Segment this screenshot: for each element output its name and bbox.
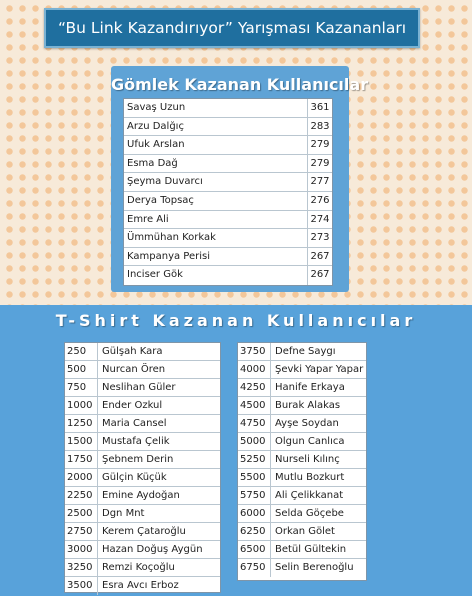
- winner-points: 5250: [238, 451, 271, 468]
- table-row: [124, 99, 332, 118]
- winner-points: 4500: [238, 397, 271, 414]
- table-row: [238, 559, 366, 577]
- winner-score: 361: [310, 102, 330, 113]
- table-row: [238, 433, 366, 451]
- tshirt-winners-table-left: [64, 342, 221, 593]
- winner-name: Esra Avcı Erboz: [102, 580, 179, 591]
- winner-name: Savaş Uzun: [124, 99, 308, 117]
- winner-name: Ümmühan Korkak: [124, 229, 308, 247]
- table-row: [65, 469, 220, 487]
- winner-points: 5500: [238, 469, 271, 486]
- tshirt-winners-title: T-Shirt Kazanan Kullanıcılar: [55, 311, 417, 330]
- winner-name: Mutlu Bozkurt: [275, 472, 345, 483]
- winner-points: 2750: [65, 523, 98, 540]
- winner-points: 3000: [65, 541, 98, 558]
- winner-name: Ender Ozkul: [102, 400, 163, 411]
- winner-points: 2500: [65, 505, 98, 522]
- table-row: [124, 118, 332, 137]
- table-row: [124, 266, 332, 285]
- table-row: [238, 361, 366, 379]
- winner-points: 3500: [65, 577, 98, 595]
- tshirt-winners-section: [0, 305, 472, 596]
- winner-name: Derya Topsaç: [124, 192, 308, 210]
- table-row: [65, 577, 220, 595]
- winner-name: Ali Çelikkanat: [275, 490, 344, 501]
- winner-name: Olgun Canlıca: [275, 436, 345, 447]
- table-row: [238, 469, 366, 487]
- table-row: [124, 211, 332, 230]
- page-title-banner: [44, 8, 420, 48]
- winner-name: Nurcan Ören: [102, 364, 166, 375]
- table-row: [124, 136, 332, 155]
- table-row: [238, 523, 366, 541]
- table-row: [238, 487, 366, 505]
- table-row: [124, 155, 332, 174]
- winner-points: 1750: [65, 451, 98, 468]
- winner-points: 5750: [238, 487, 271, 504]
- winner-name: Selin Berenoğlu: [275, 562, 354, 573]
- table-row: [238, 397, 366, 415]
- winner-name: Orkan Gölet: [275, 526, 335, 537]
- table-row: [238, 379, 366, 397]
- table-row: [238, 541, 366, 559]
- winner-name: Emine Aydoğan: [102, 490, 180, 501]
- winner-score: 283: [310, 120, 330, 132]
- winner-points: 6250: [238, 523, 271, 540]
- winner-name: Betül Gültekin: [275, 544, 347, 555]
- winner-score: 276: [310, 194, 330, 206]
- winner-score: 267: [310, 250, 330, 262]
- table-row: [65, 523, 220, 541]
- winner-points: 6000: [238, 505, 271, 522]
- winner-points: 3750: [238, 343, 271, 360]
- table-row: [65, 361, 220, 379]
- shirt-winners-table: [123, 98, 333, 286]
- winner-name: Remzi Koçoğlu: [102, 562, 175, 573]
- table-row: [238, 343, 366, 361]
- table-row: [65, 487, 220, 505]
- table-row: [65, 505, 220, 523]
- winner-name: Maria Cansel: [102, 418, 167, 429]
- table-row: [124, 229, 332, 248]
- page-title: “Bu Link Kazandırıyor” Yarışması Kazananları: [57, 19, 407, 37]
- winner-points: 1000: [65, 397, 98, 414]
- table-row: [124, 173, 332, 192]
- winner-name: Şeyma Duvarcı: [124, 173, 308, 191]
- winner-points: 6750: [238, 559, 271, 577]
- winner-score: 273: [310, 232, 330, 244]
- winner-name: Inciser Gök: [124, 266, 308, 285]
- winner-name: Gülşah Kara: [102, 346, 163, 357]
- table-row: [238, 451, 366, 469]
- winner-name: Nurseli Kılınç: [275, 454, 340, 465]
- winner-name: Hazan Doğuş Aygün: [102, 544, 203, 555]
- table-row: [124, 192, 332, 211]
- table-row: [65, 397, 220, 415]
- winner-points: 1500: [65, 433, 98, 450]
- table-row: [65, 379, 220, 397]
- winner-points: 500: [65, 361, 98, 378]
- table-row: [65, 343, 220, 361]
- table-row: [238, 415, 366, 433]
- winner-points: 2250: [65, 487, 98, 504]
- winner-points: 4750: [238, 415, 271, 432]
- winner-name: Mustafa Çelik: [102, 436, 170, 447]
- winner-points: 250: [65, 343, 98, 360]
- winner-points: 6500: [238, 541, 271, 558]
- winner-points: 750: [65, 379, 98, 396]
- shirt-winners-title: Gömlek Kazanan Kullanıcılar: [111, 75, 369, 94]
- winner-name: Dgn Mnt: [102, 508, 145, 519]
- shirt-winners-panel: [111, 66, 369, 292]
- winner-name: Şebnem Derin: [102, 454, 174, 465]
- table-row: [65, 559, 220, 577]
- winner-name: Şevki Yapar Yapar: [275, 364, 364, 375]
- winner-score: 279: [310, 139, 330, 151]
- winner-name: Ufuk Arslan: [124, 136, 308, 154]
- winner-name: Kerem Çataroğlu: [102, 526, 186, 537]
- winner-points: 4000: [238, 361, 271, 378]
- winner-points: 5000: [238, 433, 271, 450]
- winner-points: 1250: [65, 415, 98, 432]
- winner-name: Neslihan Güler: [102, 382, 176, 393]
- winner-name: Selda Göçebe: [275, 508, 344, 519]
- winner-name: Gülçin Küçük: [102, 472, 167, 483]
- table-row: [65, 541, 220, 559]
- winner-score: 267: [310, 269, 330, 281]
- winner-name: Hanife Erkaya: [275, 382, 345, 393]
- winner-name: Defne Saygı: [275, 346, 336, 357]
- winner-score: 274: [310, 213, 330, 225]
- winner-points: 2000: [65, 469, 98, 486]
- winner-score: 279: [310, 157, 330, 169]
- winner-name: Burak Alakas: [275, 400, 341, 411]
- winner-name: Esma Dağ: [124, 155, 308, 173]
- winner-name: Kampanya Perisi: [124, 248, 308, 266]
- table-row: [65, 433, 220, 451]
- tshirt-winners-table-right: [237, 342, 367, 581]
- winner-name: Arzu Dalğıç: [124, 118, 308, 136]
- winner-name: Ayşe Soydan: [275, 418, 339, 429]
- table-row: [65, 451, 220, 469]
- table-row: [238, 505, 366, 523]
- table-row: [124, 248, 332, 267]
- winner-score: 277: [310, 176, 330, 188]
- winner-name: Emre Ali: [124, 211, 308, 229]
- winner-points: 3250: [65, 559, 98, 576]
- winner-points: 4250: [238, 379, 271, 396]
- table-row: [65, 415, 220, 433]
